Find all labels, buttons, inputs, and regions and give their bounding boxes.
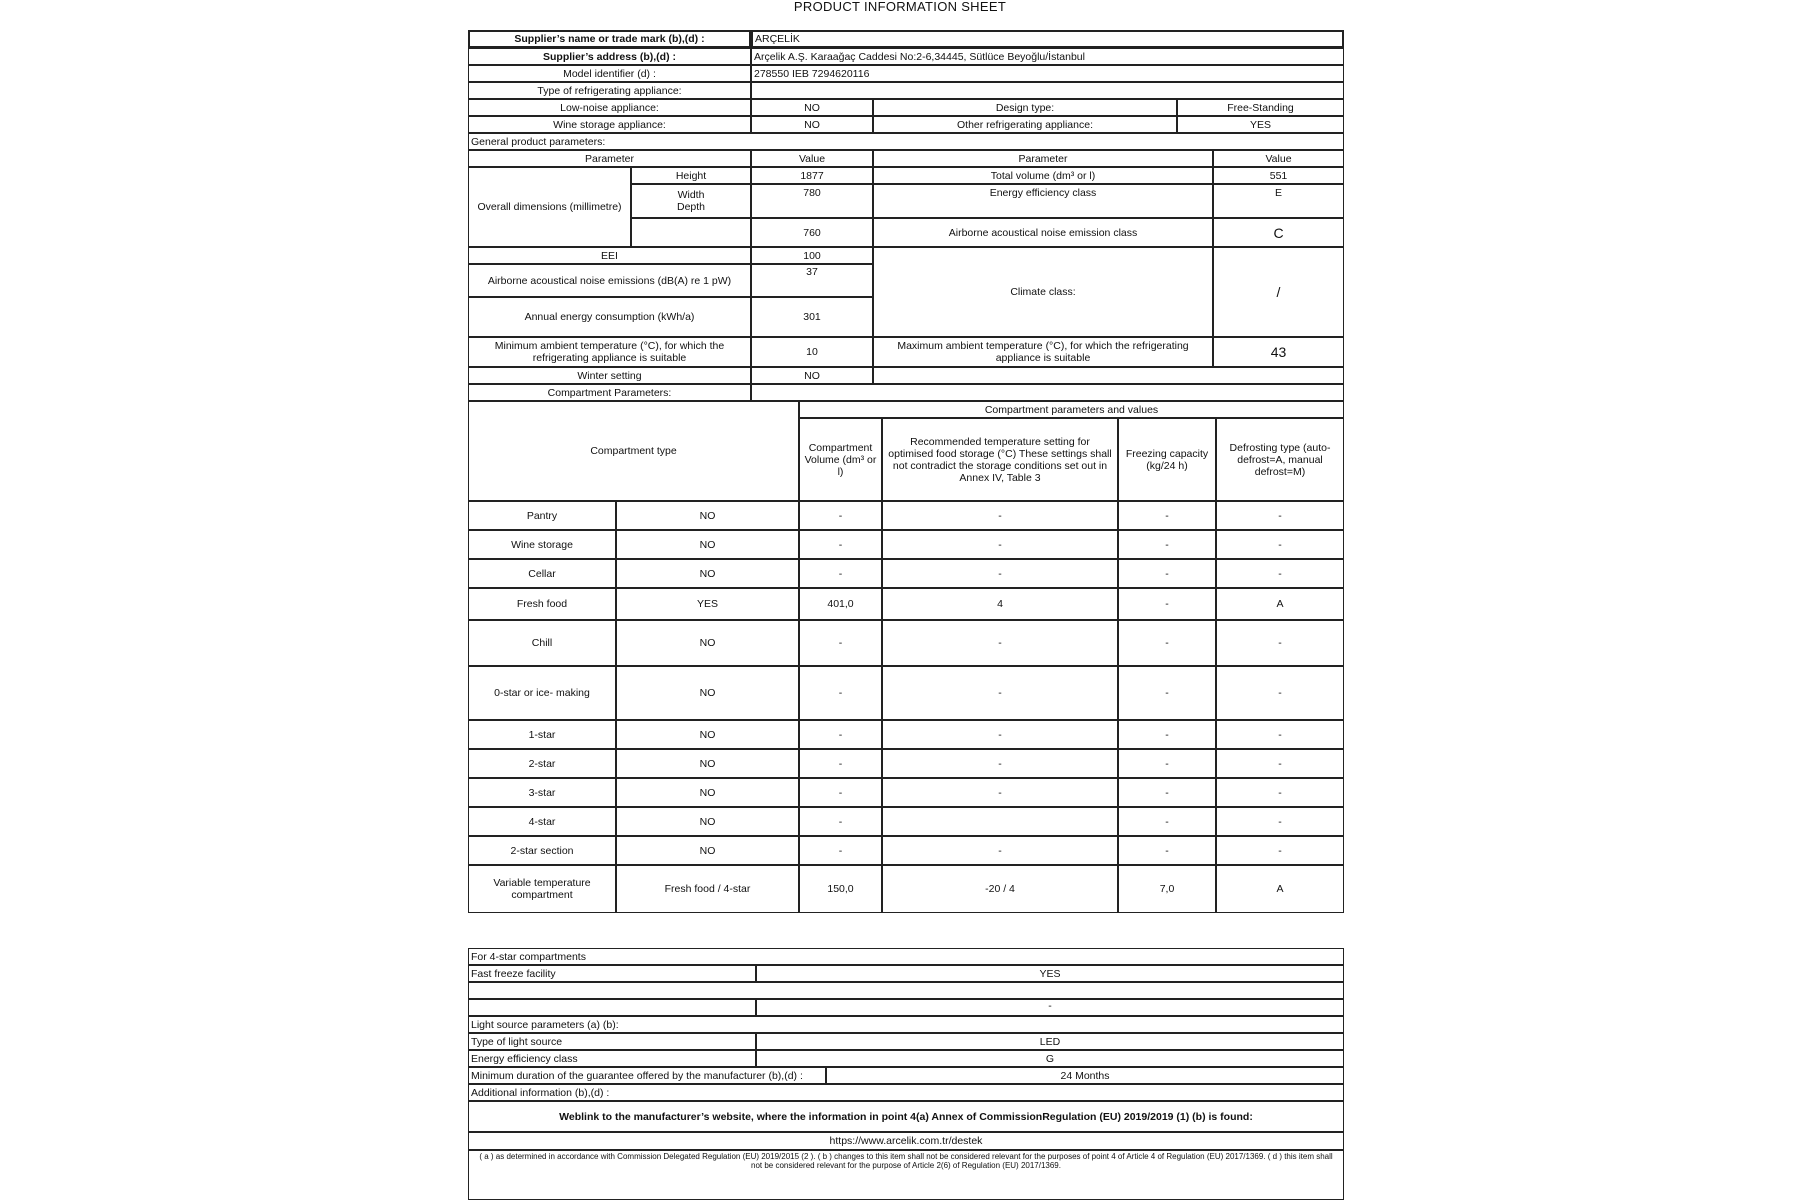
compartment-name: Fresh food (468, 588, 616, 620)
light-class-value: G (756, 1050, 1344, 1067)
compartment-temperature: 4 (882, 588, 1118, 620)
compartment-name: 2-star (468, 749, 616, 778)
compartment-volume: - (799, 836, 882, 865)
light-class-label: Energy efficiency class (468, 1050, 756, 1067)
col-parameter-2: Parameter (873, 150, 1213, 167)
eei-label: EEI (468, 247, 751, 264)
design-type-value: Free-Standing (1177, 99, 1344, 116)
compartment-temperature: - (882, 749, 1118, 778)
compartment-temperature: - (882, 620, 1118, 666)
compartment-present: NO (616, 559, 799, 588)
annual-energy-label: Annual energy consumption (kWh/a) (468, 297, 751, 337)
width-depth-labels (631, 184, 751, 218)
low-noise-value: NO (751, 99, 873, 116)
compartment-freezing: - (1118, 559, 1216, 588)
weblink-url[interactable]: https://www.arcelik.com.tr/destek (468, 1132, 1344, 1150)
compartment-defrost: - (1216, 836, 1344, 865)
compartment-present: NO (616, 666, 799, 720)
depth-label: Depth (676, 201, 706, 213)
compartment-defrost: - (1216, 666, 1344, 720)
volume-header: Compartment Volume (dm³ or l) (799, 418, 882, 501)
compartment-defrost: - (1216, 720, 1344, 749)
compartment-temperature: -20 / 4 (882, 865, 1118, 913)
compartment-temperature (882, 807, 1118, 836)
dimensions-blank (631, 218, 751, 247)
compartment-freezing: - (1118, 588, 1216, 620)
compartment-present: NO (616, 807, 799, 836)
width-label: Width (677, 189, 705, 201)
supplier-name-value: ARÇELİK (751, 30, 1344, 48)
wine-storage-label: Wine storage appliance: (468, 116, 751, 133)
compartment-freezing: - (1118, 620, 1216, 666)
compartment-freezing: - (1118, 807, 1216, 836)
compartment-freezing: - (1118, 530, 1216, 559)
compartment-freezing: - (1118, 501, 1216, 530)
compartment-name: Variable temperature compartment (468, 865, 616, 913)
col-value: Value (751, 150, 873, 167)
temperature-header: Recommended temperature setting for optimised food storage (°C) These settings shall not contradict the storage conditions set out in Annex IV, Table 3 (882, 418, 1118, 501)
energy-class-label: Energy efficiency class (873, 184, 1213, 218)
compartment-defrost: - (1216, 807, 1344, 836)
footnote: ( a ) as determined in accordance with Commission Delegated Regulation (EU) 2019/2015 (2 ). ( b ) changes to this item shall not be considered relevant for the purposes of point 4 of Article 4 of Regulation (EU) 2017/1369. ( d ) this item shall not be considered relevant for the purpose of Article 2(6) of Regulation (EU) 2017/1369. (468, 1150, 1344, 1200)
col-value-2: Value (1213, 150, 1344, 167)
compartment-volume: - (799, 620, 882, 666)
four-star-blank (468, 982, 1344, 999)
compartment-defrost: - (1216, 530, 1344, 559)
compartment-temperature: - (882, 666, 1118, 720)
design-type-label: Design type: (873, 99, 1177, 116)
compartment-volume: - (799, 501, 882, 530)
winter-setting-blank (873, 367, 1344, 384)
supplier-name-label: Supplier’s name or trade mark (b),(d) : (468, 30, 751, 48)
compartment-defrost: - (1216, 620, 1344, 666)
compartment-volume: - (799, 807, 882, 836)
model-label: Model identifier (d) : (468, 65, 751, 82)
col-parameter: Parameter (468, 150, 751, 167)
compartment-volume: - (799, 666, 882, 720)
other-appliance-label: Other refrigerating appliance: (873, 116, 1177, 133)
compartment-present: NO (616, 778, 799, 807)
compartment-present: Fresh food / 4-star (616, 865, 799, 913)
winter-setting-value: NO (751, 367, 873, 384)
fast-freeze-label: Fast freeze facility (468, 965, 756, 982)
fast-freeze-value: YES (756, 965, 1344, 982)
compartment-name: 4-star (468, 807, 616, 836)
appliance-type-value (751, 82, 1344, 99)
compartment-defrost: - (1216, 501, 1344, 530)
compartment-volume: 150,0 (799, 865, 882, 913)
light-type-value: LED (756, 1033, 1344, 1050)
compartment-temperature: - (882, 720, 1118, 749)
compartment-group-header: Compartment parameters and values (799, 401, 1344, 418)
noise-class-value: C (1213, 218, 1344, 247)
min-temp-label: Minimum ambient temperature (°C), for which the refrigerating appliance is suitable (468, 337, 751, 367)
product-information-sheet (468, 30, 1344, 1200)
max-temp-label: Maximum ambient temperature (°C), for which the refrigerating appliance is suitable (873, 337, 1213, 367)
compartment-volume: - (799, 749, 882, 778)
compartment-volume: - (799, 530, 882, 559)
noise-class-label: Airborne acoustical noise emission class (873, 218, 1213, 247)
compartment-name: Pantry (468, 501, 616, 530)
compartment-name: 0-star or ice- making (468, 666, 616, 720)
compartment-freezing: - (1118, 720, 1216, 749)
compartment-temperature: - (882, 836, 1118, 865)
compartment-volume: - (799, 559, 882, 588)
compartment-temperature: - (882, 501, 1118, 530)
compartment-temperature: - (882, 778, 1118, 807)
four-star-heading: For 4-star compartments (468, 948, 1344, 965)
eei-value: 100 (751, 247, 873, 264)
defrost-header: Defrosting type (auto-defrost=A, manual defrost=M) (1216, 418, 1344, 501)
compartment-name: Wine storage (468, 530, 616, 559)
compartment-type-header: Compartment type (468, 401, 799, 501)
max-temp-value: 43 (1213, 337, 1344, 367)
compartment-present: YES (616, 588, 799, 620)
compartment-present: NO (616, 720, 799, 749)
general-parameters-heading: General product parameters: (468, 133, 1344, 150)
height-value: 1877 (751, 167, 873, 184)
compartment-present: NO (616, 501, 799, 530)
annual-energy-value: 301 (751, 297, 873, 337)
noise-emission-value: 37 (751, 264, 873, 297)
compartment-temperature: - (882, 530, 1118, 559)
energy-class-value: E (1213, 184, 1344, 218)
climate-class-value: / (1213, 247, 1344, 337)
compartment-temperature: - (882, 559, 1118, 588)
compartment-defrost: - (1216, 778, 1344, 807)
appliance-type-label: Type of refrigerating appliance: (468, 82, 751, 99)
compartment-freezing: - (1118, 836, 1216, 865)
guarantee-value: 24 Months (826, 1067, 1344, 1084)
min-temp-value: 10 (751, 337, 873, 367)
overall-dimensions-label: Overall dimensions (millimetre) (468, 167, 631, 247)
additional-info-label: Additional information (b),(d) : (468, 1084, 1344, 1101)
compartment-name: Cellar (468, 559, 616, 588)
compartment-volume: - (799, 720, 882, 749)
sheet-title: PRODUCT INFORMATION SHEET (793, 0, 1007, 14)
supplier-address-label: Supplier’s address (b),(d) : (468, 48, 751, 65)
compartment-present: NO (616, 749, 799, 778)
compartment-defrost: A (1216, 865, 1344, 913)
winter-setting-label: Winter setting (468, 367, 751, 384)
compartment-freezing: 7,0 (1118, 865, 1216, 913)
weblink-heading: Weblink to the manufacturer’s website, where the information in point 4(a) Annex of CommissionRegulation (EU) 2019/2019 (1) (b) is found: (468, 1101, 1344, 1132)
model-value: 278550 IEB 7294620116 (751, 65, 1344, 82)
four-star-extra-value: - (756, 999, 1344, 1016)
compartment-parameters-heading: Compartment Parameters: (468, 384, 751, 401)
height-label: Height (631, 167, 751, 184)
width-value: 780 (751, 184, 873, 218)
compartment-name: Chill (468, 620, 616, 666)
compartment-defrost: A (1216, 588, 1344, 620)
compartment-present: NO (616, 836, 799, 865)
climate-class-label: Climate class: (873, 247, 1213, 337)
four-star-extra-label (468, 999, 756, 1016)
compartment-volume: - (799, 778, 882, 807)
compartment-volume: 401,0 (799, 588, 882, 620)
supplier-address-value: Arçelik A.Ş. Karaağaç Caddesi No:2-6,34445, Sütlüce Beyoğlu/İstanbul (751, 48, 1344, 65)
compartment-present: NO (616, 530, 799, 559)
compartment-name: 3-star (468, 778, 616, 807)
compartment-parameters-blank (751, 384, 1344, 401)
guarantee-label: Minimum duration of the guarantee offered by the manufacturer (b),(d) : (468, 1067, 826, 1084)
compartment-defrost: - (1216, 559, 1344, 588)
light-source-heading: Light source parameters (a) (b): (468, 1016, 1344, 1033)
total-volume-label: Total volume (dm³ or l) (873, 167, 1213, 184)
freezing-header: Freezing capacity (kg/24 h) (1118, 418, 1216, 501)
total-volume-value: 551 (1213, 167, 1344, 184)
other-appliance-value: YES (1177, 116, 1344, 133)
compartment-name: 2-star section (468, 836, 616, 865)
compartment-name: 1-star (468, 720, 616, 749)
depth-value: 760 (751, 218, 873, 247)
compartment-defrost: - (1216, 749, 1344, 778)
wine-storage-value: NO (751, 116, 873, 133)
light-type-label: Type of light source (468, 1033, 756, 1050)
compartment-present: NO (616, 620, 799, 666)
compartment-freezing: - (1118, 778, 1216, 807)
compartment-freezing: - (1118, 666, 1216, 720)
noise-emission-label: Airborne acoustical noise emissions (dB(A) re 1 pW) (468, 264, 751, 297)
compartment-freezing: - (1118, 749, 1216, 778)
low-noise-label: Low-noise appliance: (468, 99, 751, 116)
